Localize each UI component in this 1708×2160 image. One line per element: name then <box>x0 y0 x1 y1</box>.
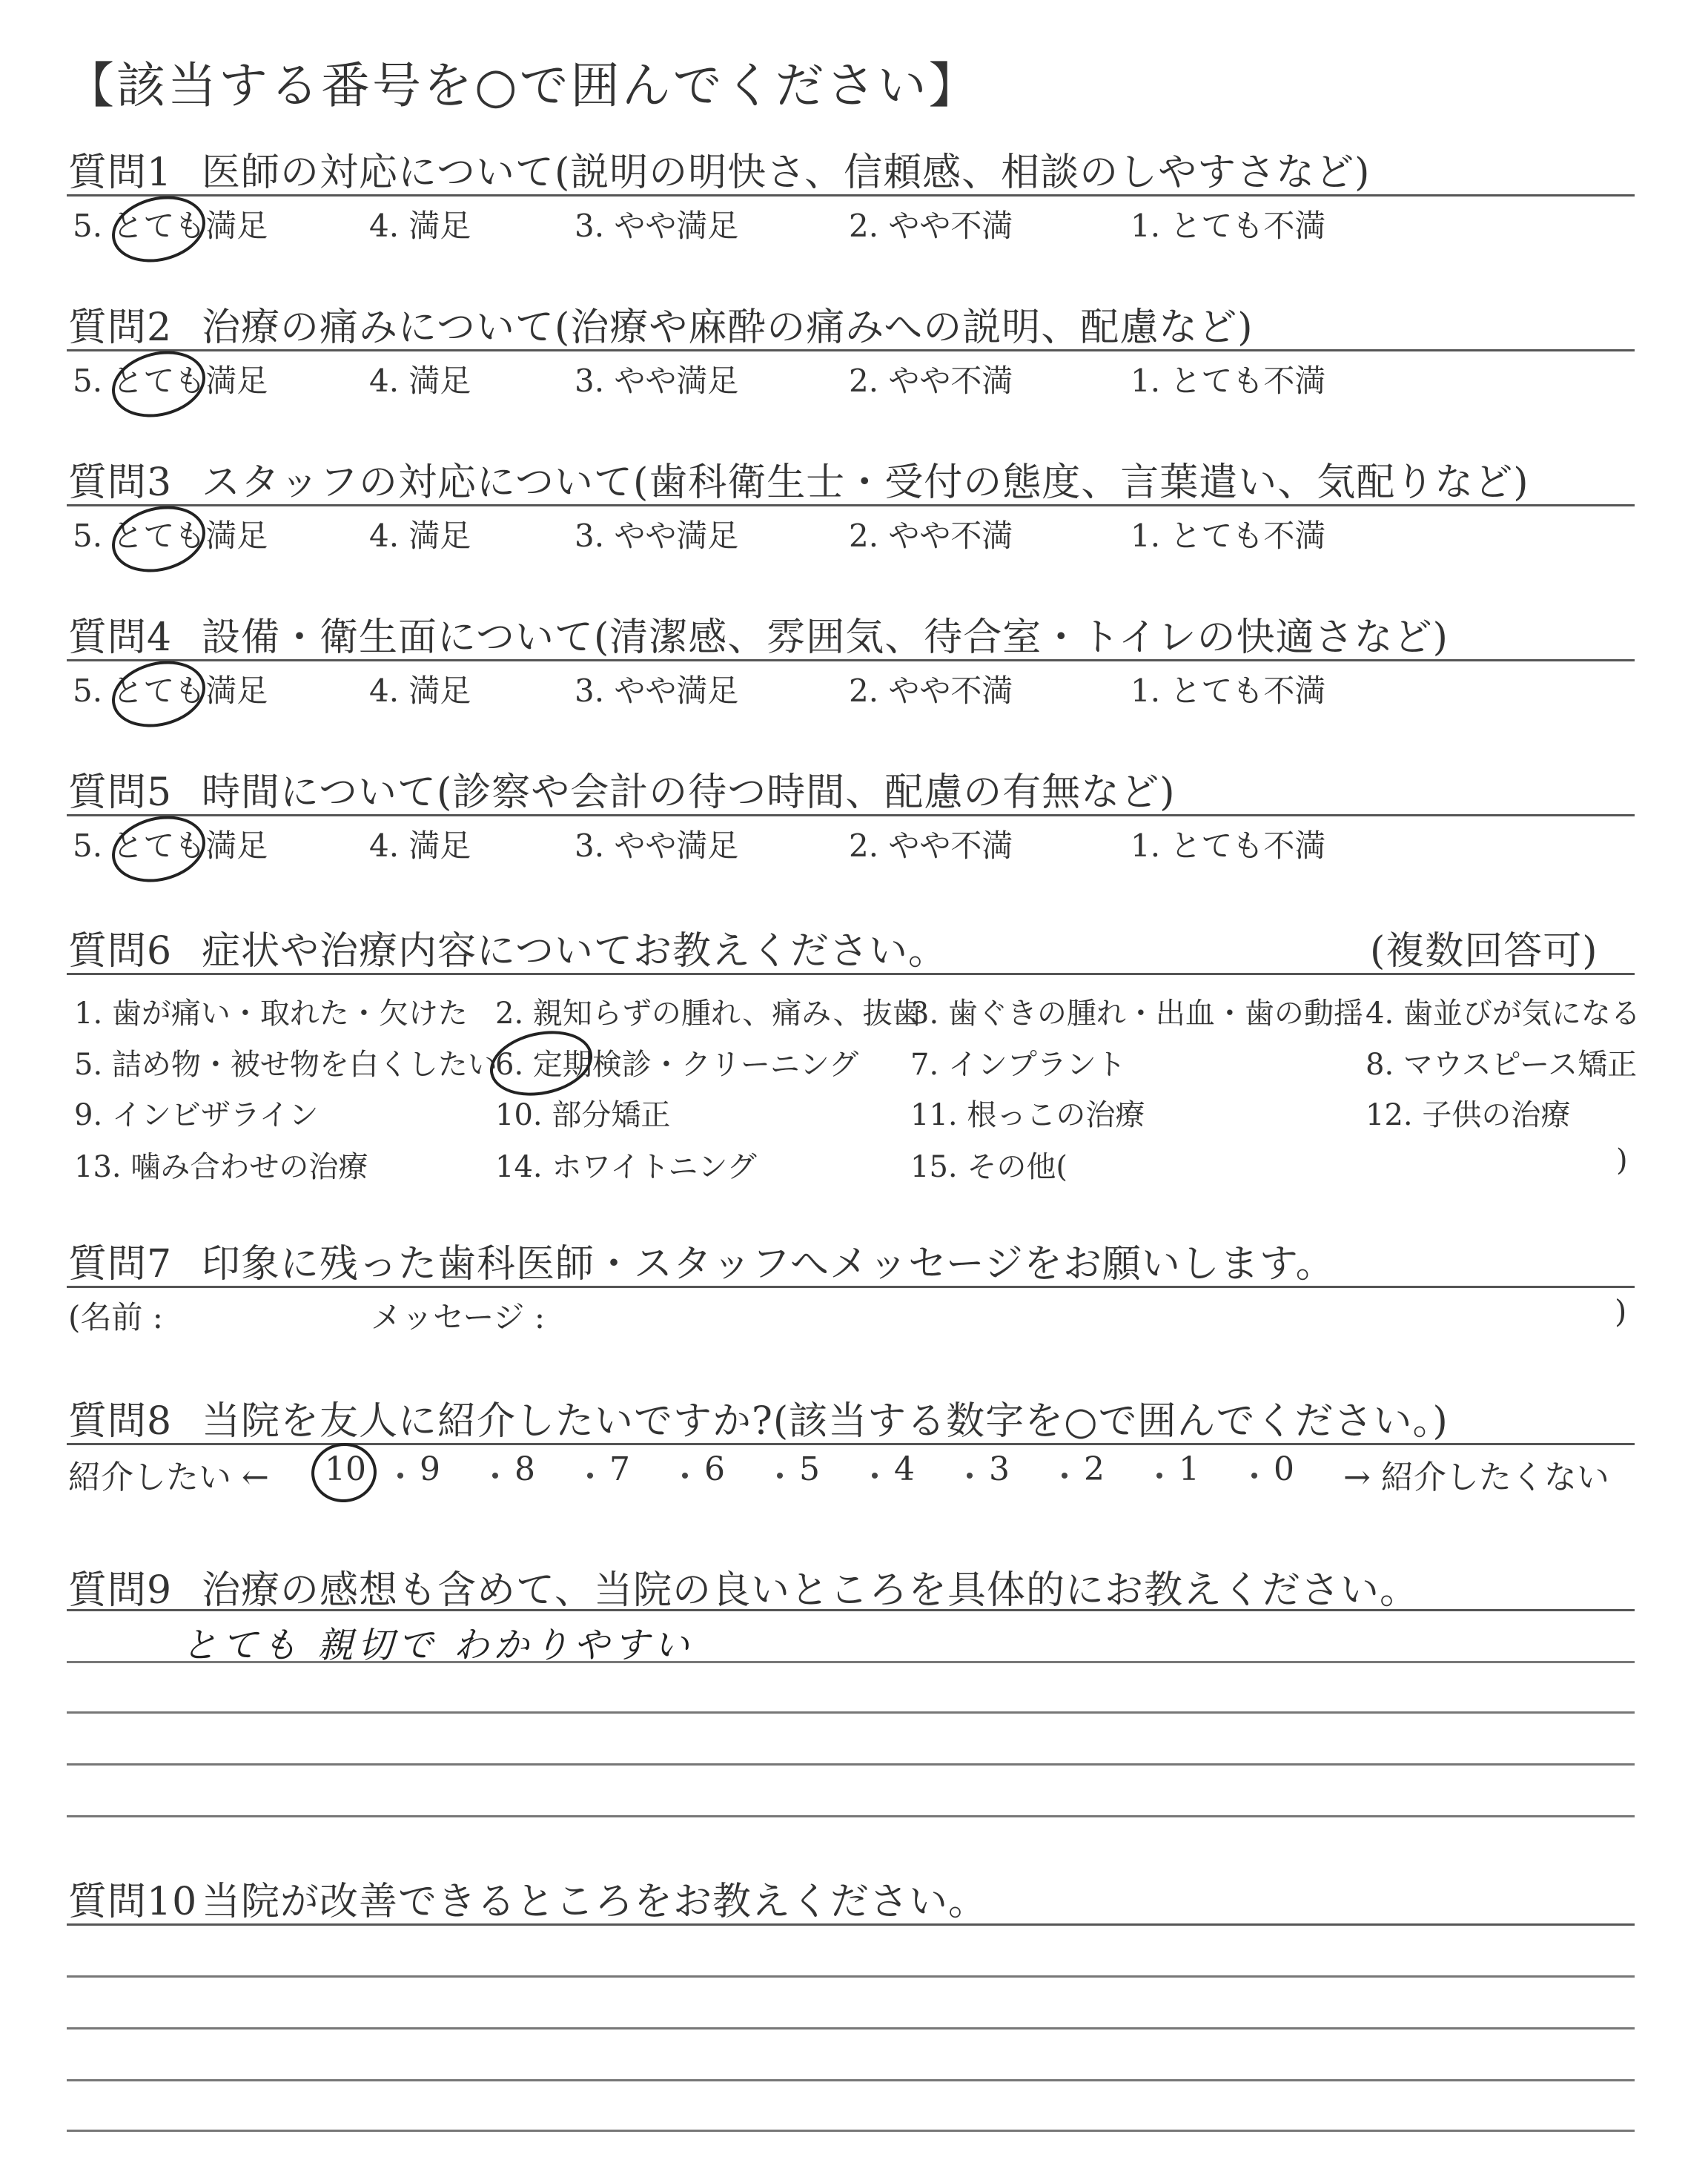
q10-text: 当院が改善できるところをお教えください。 <box>202 1880 988 1924</box>
q7-rule <box>67 1286 1635 1288</box>
q2-option-3[interactable]: 3. やや満足 <box>575 363 739 399</box>
q4-option-1[interactable]: 1. とても不満 <box>1131 673 1326 709</box>
q9-text: 治療の感想も含めて、当院の良いところを具体的にお教えください。 <box>202 1568 1419 1613</box>
q5-option-1[interactable]: 1. とても不満 <box>1131 828 1326 864</box>
q5-text: 時間について(診察や会計の待つ時間、配慮の有無など) <box>202 770 1176 815</box>
q5-selection-circle <box>105 807 212 891</box>
q8-scale-2[interactable]: 2 <box>1084 1450 1105 1488</box>
q7-text: 印象に残った歯科医師・スタッフへメッセージをお願いします。 <box>202 1242 1335 1287</box>
q2-heading <box>68 296 1254 351</box>
q8-scale-8[interactable]: 8 <box>514 1450 535 1488</box>
q8-scale-separator-dot <box>1156 1473 1162 1479</box>
page-title: 【該当する番号を○で囲んでください】 <box>65 57 980 114</box>
q5-option-2[interactable]: 2. やや不満 <box>849 828 1013 864</box>
q6-option-2[interactable]: 2. 親知らずの腫れ、痛み、抜歯 <box>495 997 922 1031</box>
q3-heading <box>68 451 1529 506</box>
q4-heading <box>68 606 1449 661</box>
q5-rule <box>67 814 1635 816</box>
q5-option-5[interactable]: 5. とても満足 <box>73 828 268 864</box>
q8-scale-separator-dot <box>397 1473 403 1479</box>
q10-heading <box>68 1870 987 1926</box>
q8-scale-1[interactable]: 1 <box>1179 1450 1199 1488</box>
q6-option-14[interactable]: 14. ホワイトニング <box>495 1150 757 1184</box>
q6-heading <box>68 919 947 975</box>
q8-scale-separator-dot <box>682 1473 688 1479</box>
q2-option-4[interactable]: 4. 満足 <box>369 363 471 399</box>
q4-selection-circle <box>105 652 212 736</box>
q1-option-3[interactable]: 3. やや満足 <box>575 208 739 244</box>
q3-option-2[interactable]: 2. やや不満 <box>849 518 1013 554</box>
q9-writing-line-2 <box>67 1711 1635 1714</box>
q8-heading <box>68 1390 1449 1445</box>
q8-scale-5[interactable]: 5 <box>799 1450 820 1488</box>
q6-text: 症状や治療内容についてお教えください。 <box>202 929 947 974</box>
q6-other-close-paren: ) <box>1616 1143 1628 1178</box>
q2-option-5[interactable]: 5. とても満足 <box>73 363 268 399</box>
q8-scale-separator-dot <box>587 1473 593 1479</box>
q7-heading <box>68 1232 1335 1288</box>
q9-writing-line-4 <box>67 1815 1635 1817</box>
q5-option-3[interactable]: 3. やや満足 <box>575 828 739 864</box>
q2-text: 治療の痛みについて(治療や麻酔の痛みへの説明、配慮など) <box>202 305 1254 350</box>
q3-option-4[interactable]: 4. 満足 <box>369 518 471 554</box>
q6-option-5[interactable]: 5. 詰め物・被せ物を白くしたい <box>74 1048 497 1082</box>
q6-option-6[interactable]: 6. 定期検診・クリーニング <box>495 1048 859 1082</box>
q9-handwritten-answer: とても 親切で わかりやすい <box>182 1625 694 1666</box>
q1-number: 質問1 <box>68 151 173 195</box>
q8-scale-6[interactable]: 6 <box>704 1450 725 1488</box>
q5-option-4[interactable]: 4. 満足 <box>369 828 471 864</box>
q7-close-paren: ) <box>1615 1293 1627 1330</box>
q2-selection-circle <box>105 342 212 426</box>
q10-writing-line-3 <box>67 2079 1635 2081</box>
q1-option-5[interactable]: 5. とても満足 <box>73 208 268 244</box>
q2-option-2[interactable]: 2. やや不満 <box>849 363 1013 399</box>
q8-scale-4[interactable]: 4 <box>894 1450 915 1488</box>
q4-number: 質問4 <box>68 615 173 660</box>
q6-option-3[interactable]: 3. 歯ぐきの腫れ・出血・歯の動揺 <box>910 997 1363 1031</box>
q8-scale-separator-dot <box>1062 1473 1068 1479</box>
q6-option-8[interactable]: 8. マウスピース矯正 <box>1366 1048 1638 1082</box>
q4-option-4[interactable]: 4. 満足 <box>369 673 471 709</box>
q10-writing-line-1 <box>67 1975 1635 1978</box>
q8-left-label: 紹介したい ← <box>68 1459 269 1496</box>
q10-writing-line-2 <box>67 2027 1635 2029</box>
q8-text: 当院を友人に紹介したいですか?(該当する数字を○で囲んでください。) <box>202 1399 1449 1444</box>
q10-rule <box>67 1923 1635 1926</box>
q8-scale-separator-dot <box>1251 1473 1257 1479</box>
q4-rule <box>67 659 1635 661</box>
q8-scale-0[interactable]: 0 <box>1274 1450 1294 1488</box>
q8-scale-10[interactable]: 10 <box>325 1450 366 1488</box>
q6-option-11[interactable]: 11. 根っこの治療 <box>910 1098 1145 1132</box>
q3-rule <box>67 504 1635 506</box>
q2-option-1[interactable]: 1. とても不満 <box>1131 363 1326 399</box>
q8-scale-separator-dot <box>777 1473 783 1479</box>
q6-option-7[interactable]: 7. インプラント <box>910 1048 1126 1082</box>
q5-heading <box>68 761 1176 816</box>
q6-option-15[interactable]: 15. その他( <box>910 1150 1068 1184</box>
q3-option-5[interactable]: 5. とても満足 <box>73 518 268 554</box>
q2-rule <box>67 349 1635 351</box>
q8-scale-7[interactable]: 7 <box>609 1450 630 1488</box>
q3-option-1[interactable]: 1. とても不満 <box>1131 518 1326 554</box>
q1-option-2[interactable]: 2. やや不満 <box>849 208 1013 244</box>
q6-rule <box>67 973 1635 975</box>
q1-text: 医師の対応について(説明の明快さ、信頼感、相談のしやすさなど) <box>202 151 1371 195</box>
q4-option-2[interactable]: 2. やや不満 <box>849 673 1013 709</box>
q8-scale-separator-dot <box>492 1473 498 1479</box>
q3-selection-circle <box>105 497 212 581</box>
q1-option-4[interactable]: 4. 満足 <box>369 208 471 244</box>
q1-heading <box>68 141 1370 196</box>
q7-name-label: (名前 : <box>68 1299 163 1335</box>
q8-scale-separator-dot <box>872 1473 878 1479</box>
q6-option-9[interactable]: 9. インビザライン <box>74 1098 319 1132</box>
q2-number: 質問2 <box>68 305 173 350</box>
q6-option-13[interactable]: 13. 噛み合わせの治療 <box>74 1150 368 1184</box>
q9-rule <box>67 1609 1635 1611</box>
q10-writing-line-4 <box>67 2130 1635 2132</box>
q4-text: 設備・衛生面について(清潔感、雰囲気、待合室・トイレの快適さなど) <box>202 615 1449 660</box>
q8-right-label: → 紹介したくない <box>1343 1459 1609 1496</box>
q3-option-3[interactable]: 3. やや満足 <box>575 518 739 554</box>
q8-scale-3[interactable]: 3 <box>989 1450 1010 1488</box>
q6-number: 質問6 <box>68 929 173 974</box>
q3-number: 質問3 <box>68 460 173 505</box>
q6-note: (複数回答可) <box>1370 929 1598 974</box>
q9-number: 質問9 <box>68 1568 173 1613</box>
q8-number: 質問8 <box>68 1399 173 1444</box>
q1-rule <box>67 194 1635 196</box>
q9-heading <box>68 1559 1419 1614</box>
q7-message-label: メッセージ : <box>371 1299 545 1335</box>
q9-writing-line-1 <box>67 1661 1635 1663</box>
q6-option-1[interactable]: 1. 歯が痛い・取れた・欠けた <box>74 997 468 1031</box>
q1-option-1[interactable]: 1. とても不満 <box>1131 208 1326 244</box>
q8-scale-9[interactable]: 9 <box>420 1450 440 1488</box>
q5-number: 質問5 <box>68 770 173 815</box>
q3-text: スタッフの対応について(歯科衛生士・受付の態度、言葉遣い、気配りなど) <box>202 460 1529 505</box>
q10-number: 質問10 <box>68 1880 198 1924</box>
q6-option-12[interactable]: 12. 子供の治療 <box>1366 1098 1571 1132</box>
q8-rule <box>67 1443 1635 1445</box>
q7-number: 質問7 <box>68 1242 173 1287</box>
q8-selection-circle <box>308 1440 380 1506</box>
q1-selection-circle <box>105 187 212 271</box>
q9-writing-line-3 <box>67 1763 1635 1766</box>
q6-option-10[interactable]: 10. 部分矯正 <box>495 1098 671 1132</box>
q6-option-4[interactable]: 4. 歯並びが気になる <box>1366 997 1641 1031</box>
q4-option-5[interactable]: 5. とても満足 <box>73 673 268 709</box>
q4-option-3[interactable]: 3. やや満足 <box>575 673 739 709</box>
q8-scale-separator-dot <box>967 1473 973 1479</box>
